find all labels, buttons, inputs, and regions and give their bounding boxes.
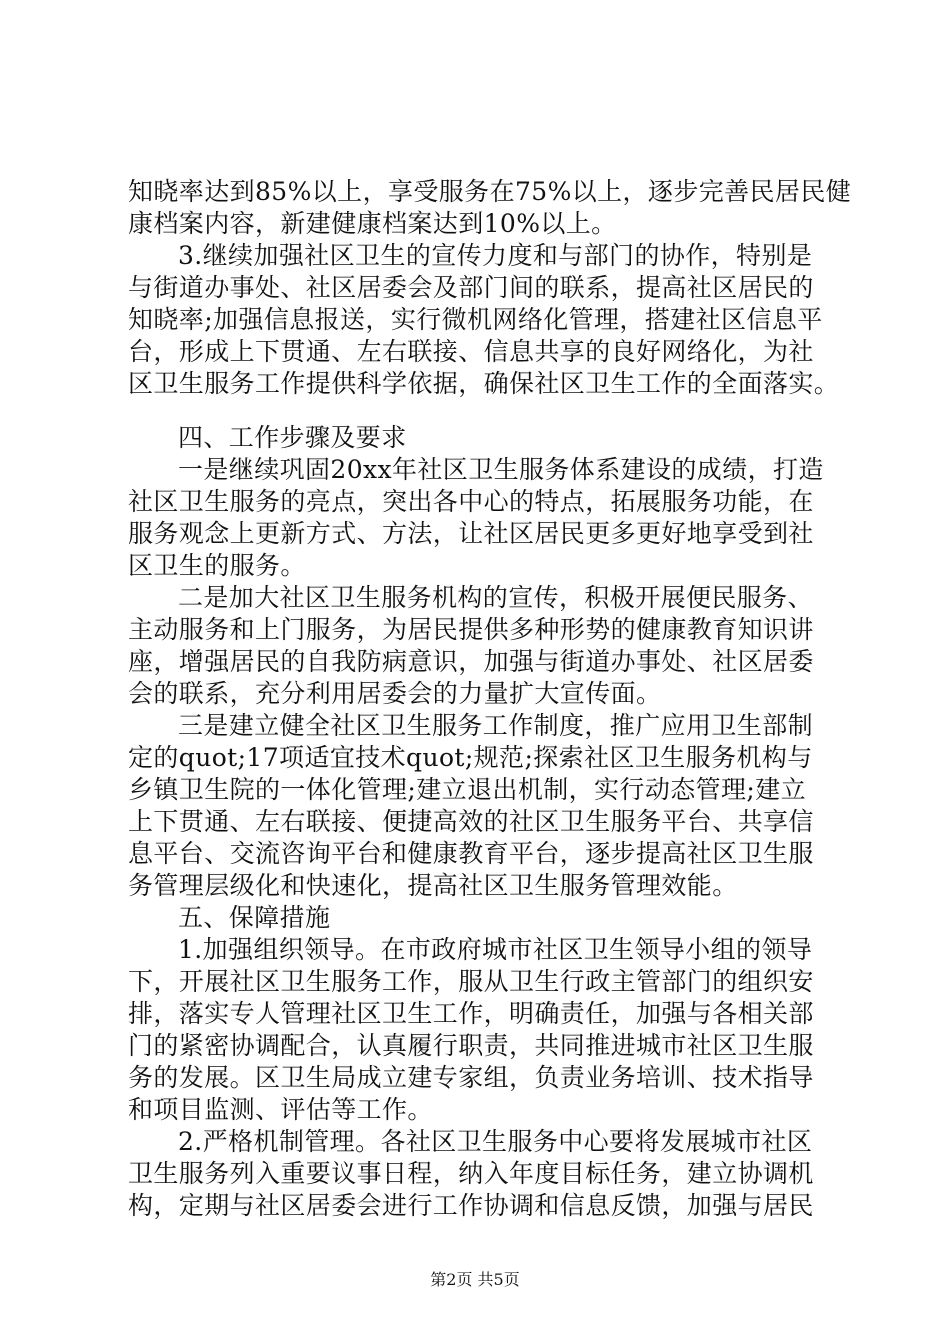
text-line: 乡镇卫生院的一体化管理;建立退出机制，实行动态管理;建立: [128, 775, 807, 804]
section-heading: 五、保障措施: [178, 903, 331, 932]
text-line: 主动服务和上门服务，为居民提供多种形势的健康教育知识讲: [128, 615, 814, 644]
text-line: 区卫生服务工作提供科学依据，确保社区卫生工作的全面落实。: [128, 369, 840, 398]
text-line: 台，形成上下贯通、左右联接、信息共享的良好网络化，为社: [128, 337, 814, 366]
step-2-paragraph: [128, 582, 828, 710]
document-body: [128, 176, 852, 1222]
text-line: 门的紧密协调配合，认真履行职责，共同推进城市社区卫生服: [128, 1031, 814, 1060]
text-line: 会的联系，充分利用居委会的力量扩大宣传面。: [128, 679, 662, 708]
text-line: 康档案内容，新建健康档案达到10%以上。: [128, 209, 617, 238]
text-line: 与街道办事处、社区居委会及部门间的联系，提高社区居民的: [128, 273, 814, 302]
page-number: 第2页 共5页: [430, 1270, 520, 1289]
section-heading: 四、工作步骤及要求: [178, 423, 407, 452]
text-line: 下，开展社区卫生服务工作，服从卫生行政主管部门的组织安: [128, 967, 814, 996]
paragraph-gap: [128, 400, 828, 422]
continuation-paragraph: [128, 176, 852, 240]
section-5-heading: [128, 902, 828, 934]
text-line: 上下贯通、左右联接、便捷高效的社区卫生服务平台、共享信: [128, 807, 814, 836]
section-4-heading: [128, 422, 828, 454]
item-3-paragraph: [128, 240, 840, 400]
text-line: 二是加大社区卫生服务机构的宣传，积极开展便民服务、: [178, 583, 814, 612]
text-line: 1.加强组织领导。在市政府城市社区卫生领导小组的领导: [178, 935, 813, 964]
text-line: 一是继续巩固20xx年社区卫生服务体系建设的成绩，打造: [178, 455, 824, 484]
text-line: 排，落实专人管理社区卫生工作，明确责任，加强与各相关部: [128, 999, 814, 1028]
text-line: 座，增强居民的自我防病意识，加强与街道办事处、社区居委: [128, 647, 814, 676]
text-line: 社区卫生服务的亮点，突出各中心的特点，拓展服务功能，在: [128, 487, 814, 516]
text-line: 服务观念上更新方式、方法，让社区居民更多更好地享受到社: [128, 519, 814, 548]
text-line: 三是建立健全社区卫生服务工作制度，推广应用卫生部制: [178, 711, 814, 740]
text-line: 定的quot;17项适宜技术quot;规范;探索社区卫生服务机构与: [128, 743, 813, 772]
text-line: 2.严格机制管理。各社区卫生服务中心要将发展城市社区: [178, 1127, 813, 1156]
text-line: 务的发展。区卫生局成立建专家组，负责业务培训、技术指导: [128, 1063, 814, 1092]
text-line: 区卫生的服务。: [128, 551, 306, 580]
text-line: 息平台、交流咨询平台和健康教育平台，逐步提高社区卫生服: [128, 839, 814, 868]
text-line: 知晓率达到85%以上，享受服务在75%以上，逐步完善民居民健: [128, 177, 852, 206]
page-footer: [0, 1270, 950, 1290]
measure-2-paragraph: [128, 1126, 828, 1222]
step-1-paragraph: [128, 454, 828, 582]
text-line: 卫生服务列入重要议事日程，纳入年度目标任务，建立协调机: [128, 1159, 814, 1188]
text-line: 知晓率;加强信息报送，实行微机网络化管理，搭建社区信息平: [128, 305, 823, 334]
step-3-paragraph: [128, 710, 828, 902]
text-line: 构，定期与社区居委会进行工作协调和信息反馈，加强与居民: [128, 1191, 814, 1220]
text-line: 务管理层级化和快速化，提高社区卫生服务管理效能。: [128, 871, 738, 900]
text-line: 3.继续加强社区卫生的宣传力度和与部门的协作，特别是: [178, 241, 813, 270]
measure-1-paragraph: [128, 934, 828, 1126]
text-line: 和项目监测、评估等工作。: [128, 1095, 433, 1124]
